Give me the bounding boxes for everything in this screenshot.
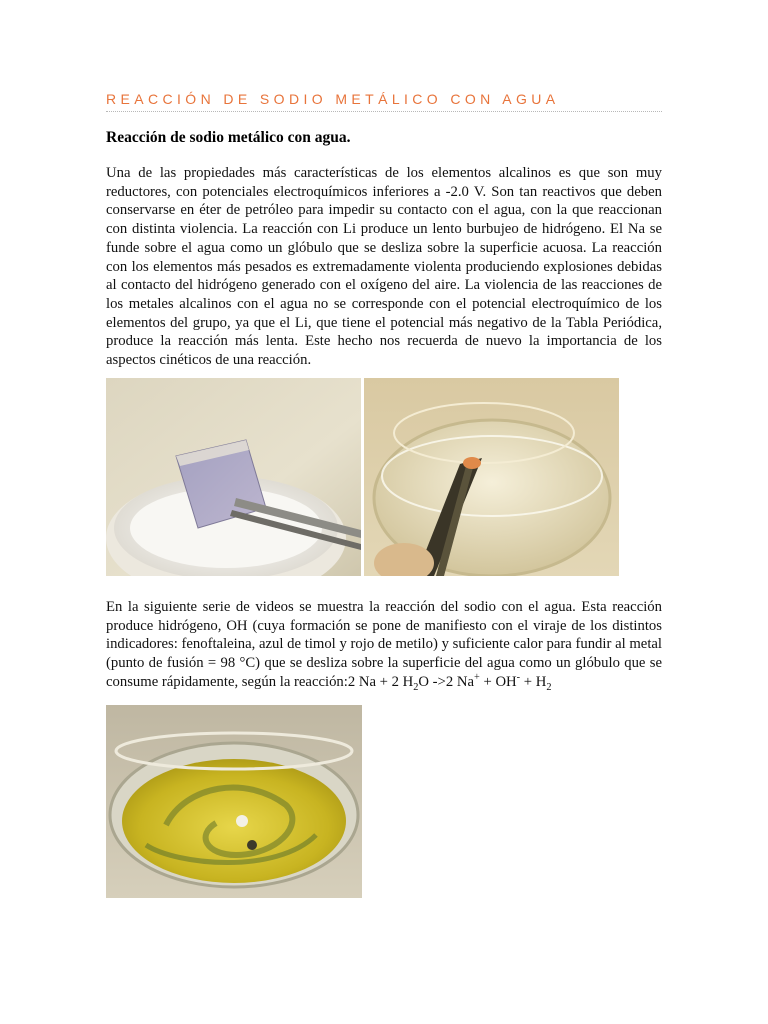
section-heading: REACCIÓN DE SODIO METÁLICO CON AGUA	[106, 91, 560, 107]
sodium-sample-photo	[106, 378, 361, 576]
reaction-paragraph	[106, 598, 662, 692]
reaction-description: En la siguiente serie de videos se muestra la reacción del sodio con el agua. Esta reacción produce hidrógeno, OH (cuya formación se pone de manifiesto con el viraje de los distintos indicadores: fenoftaleina, azul de timol y rojo de metilo) y suficiente calor para fundir al metal (punto de fusión = 98 °C) que se desliza sobre la superficie del agua como un glóbulo que se consume rápidamente, según la reacción:	[106, 599, 662, 690]
indicator-reaction-photo	[106, 705, 362, 898]
beaker-tongs-photo	[364, 378, 619, 576]
intro-paragraph: Una de las propiedades más características de los elementos alcalinos es que son muy reductores, con potenciales electroquímicos inferiores a -2.0 V. Son tan reactivos que deben conservarse en éter de petróleo para impedir su contacto con el agua, con la que reaccionan con distinta violencia. La reacción con Li produce un lento burbujeo de hidrógeno. El Na se funde sobre el agua como un glóbulo que se desliza sobre la superficie acuosa. La reacción con los elementos más pesados es extremadamente violenta produciendo explosiones debidas al contacto del hidrógeno generado con el oxígeno del aire. La violencia de las reacciones de los metales alcalinos con el agua no se corresponde con el potencial electroquímico de los elementos del grupo, ya que el Li, que tiene el potencial más negativo de la Tabla Periódica, produce la reacción más lenta. Este hecho nos recuerda de nuevo la importancia de los aspectos cinéticos de una reacción.	[106, 165, 662, 369]
heading-divider	[106, 111, 662, 112]
article-subtitle: Reacción de sodio metálico con agua.	[106, 129, 351, 146]
reaction-equation: 2 Na + 2 $H_2O$ ->2 $Na^+ + OH^- + H_2$	[347, 671, 552, 693]
